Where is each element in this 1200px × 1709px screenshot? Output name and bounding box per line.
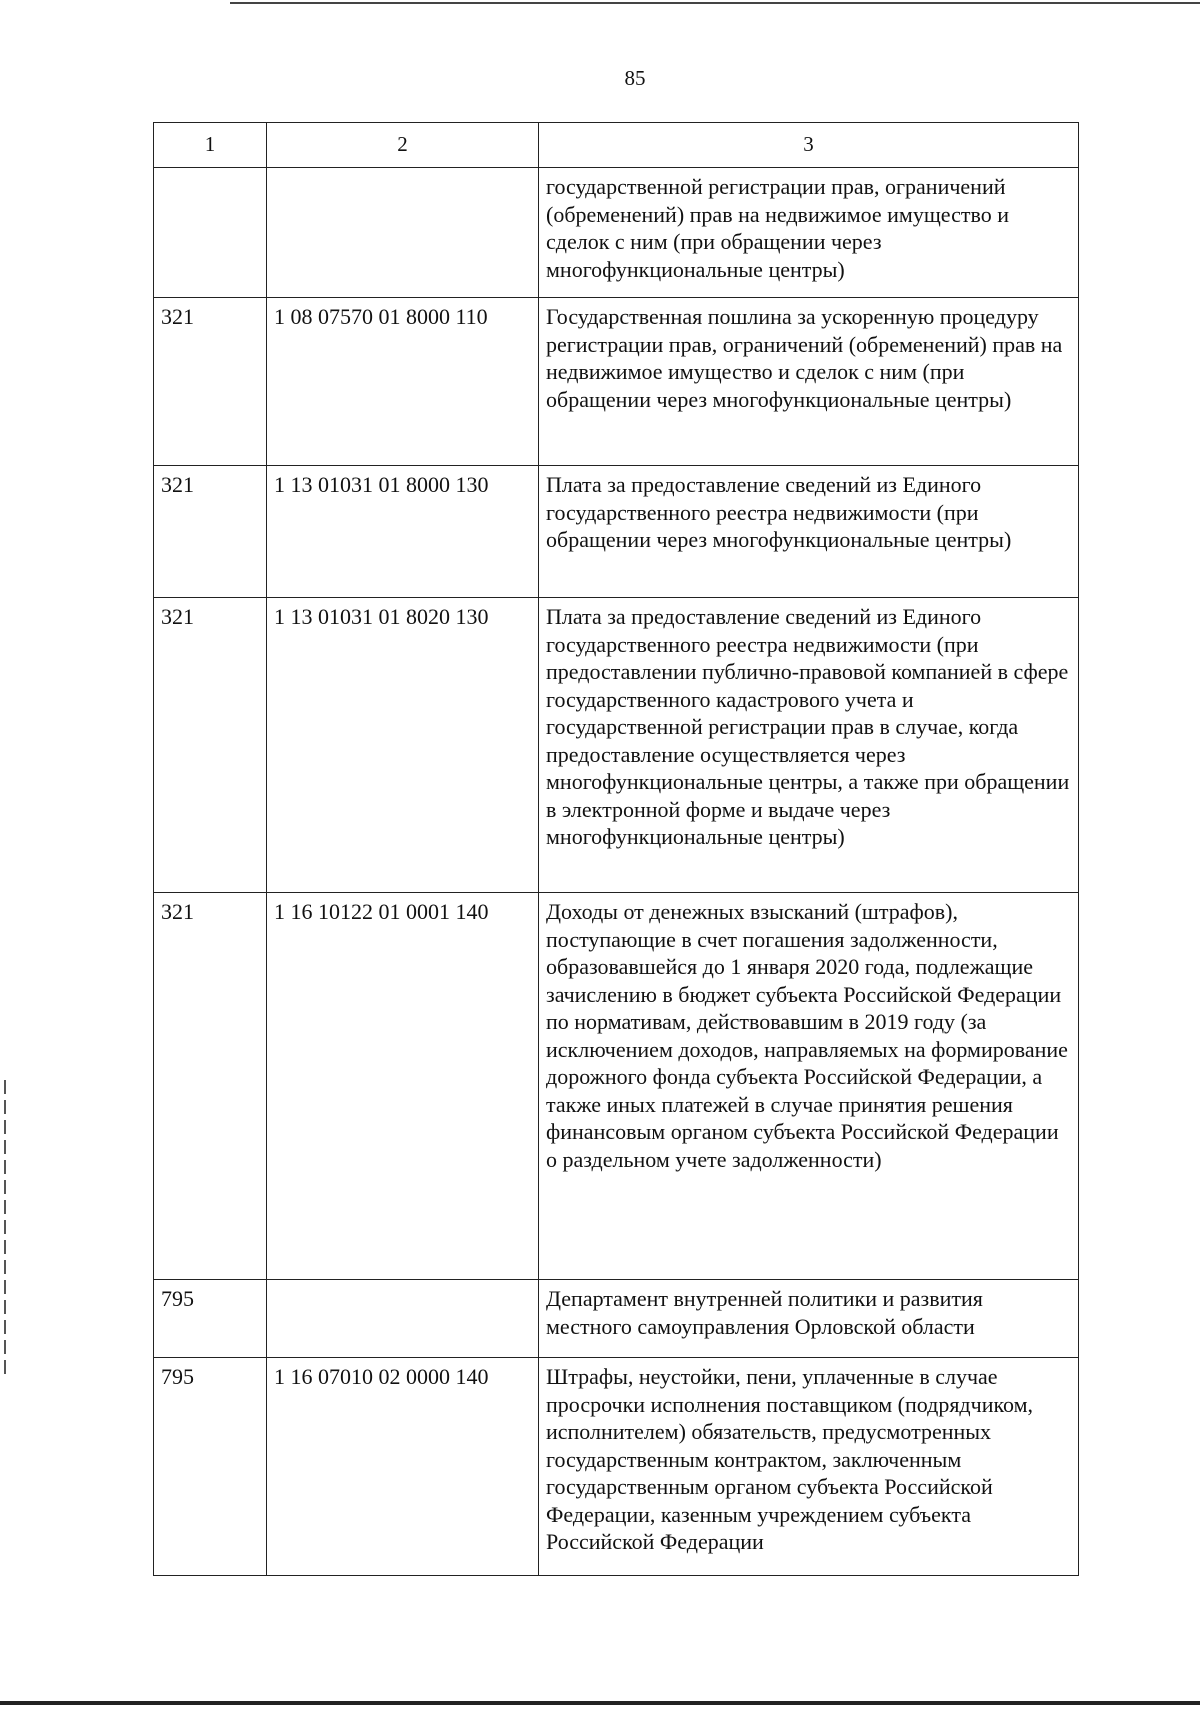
- admin-code-cell: 321: [154, 598, 267, 893]
- kbk-cell: 1 16 10122 01 0001 140: [267, 893, 539, 1280]
- table-row: [154, 168, 1079, 298]
- scan-edge-bottom: [0, 1701, 1200, 1705]
- scan-edge-top: [230, 2, 1200, 4]
- revenue-codes-table: [153, 122, 1079, 1576]
- table-row: [154, 1280, 1079, 1358]
- scan-edge-left: [4, 1080, 6, 1380]
- admin-code-cell: [154, 168, 267, 298]
- table-header-row: [154, 123, 1079, 168]
- admin-code-cell: 795: [154, 1280, 267, 1358]
- admin-code-cell: 321: [154, 893, 267, 1280]
- kbk-cell: 1 13 01031 01 8000 130: [267, 466, 539, 598]
- kbk-cell: [267, 168, 539, 298]
- description-cell: Департамент внутренней политики и развития местного самоуправления Орловской области: [539, 1280, 1079, 1358]
- kbk-cell: 1 16 07010 02 0000 140: [267, 1358, 539, 1576]
- kbk-cell: [267, 1280, 539, 1358]
- description-cell: государственной регистрации прав, ограничений (обременений) прав на недвижимое имущество и сделок с ним (при обращении через многофункциональные центры): [539, 168, 1079, 298]
- admin-code-cell: 795: [154, 1358, 267, 1576]
- table-row: [154, 893, 1079, 1280]
- kbk-cell: 1 13 01031 01 8020 130: [267, 598, 539, 893]
- column-header: 2: [267, 123, 539, 168]
- column-header: 1: [154, 123, 267, 168]
- description-cell: Плата за предоставление сведений из Единого государственного реестра недвижимости (при обращении через многофункциональные центры): [539, 466, 1079, 598]
- page-number: 85: [624, 66, 646, 90]
- description-cell: Государственная пошлина за ускоренную процедуру регистрации прав, ограничений (обременений) прав на недвижимое имущество и сделок с ним (при обращении через многофункциональные центры): [539, 298, 1079, 466]
- table-row: [154, 598, 1079, 893]
- table-row: [154, 1358, 1079, 1576]
- column-header: 3: [539, 123, 1079, 168]
- description-cell: Штрафы, неустойки, пени, уплаченные в случае просрочки исполнения поставщиком (подрядчиком, исполнителем) обязательств, предусмотренных государственным контрактом, заключенным государственным органом субъекта Российской Федерации, казенным учреждением субъекта Российской Федерации: [539, 1358, 1079, 1576]
- kbk-cell: 1 08 07570 01 8000 110: [267, 298, 539, 466]
- admin-code-cell: 321: [154, 298, 267, 466]
- table-row: [154, 466, 1079, 598]
- table-row: [154, 298, 1079, 466]
- admin-code-cell: 321: [154, 466, 267, 598]
- description-cell: Доходы от денежных взысканий (штрафов), поступающие в счет погашения задолженности, образовавшейся до 1 января 2020 года, подлежащие зачислению в бюджет субъекта Российской Федерации по нормативам, действовавшим в 2019 году (за исключением доходов, направляемых на формирование дорожного фонда субъекта Российской Федерации, а также иных платежей в случае принятия решения финансовым органом субъекта Российской Федерации о раздельном учете задолженности): [539, 893, 1079, 1280]
- description-cell: Плата за предоставление сведений из Единого государственного реестра недвижимости (при предоставлении публично-правовой компанией в сфере государственного кадастрового учета и государственной регистрации прав в случае, когда предоставление осуществляется через многофункциональные центры, а также при обращении в электронной форме и выдаче через многофункциональные центры): [539, 598, 1079, 893]
